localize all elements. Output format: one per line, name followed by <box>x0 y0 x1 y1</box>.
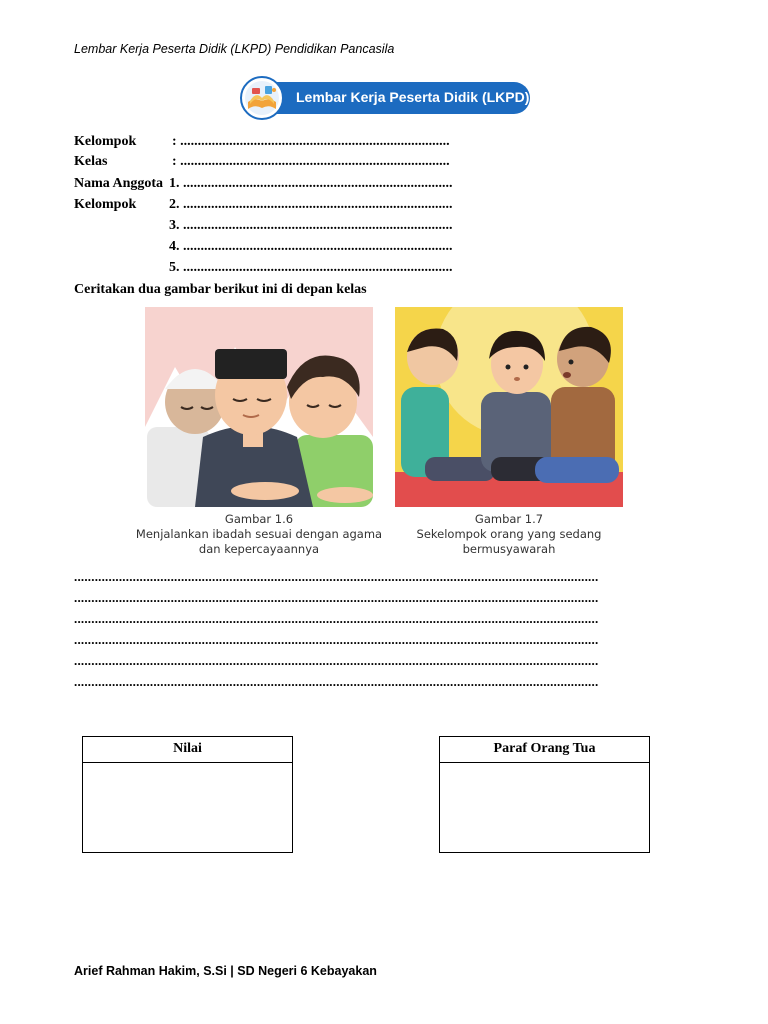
answer-line[interactable]: ........................................................................................................................................................ <box>74 590 599 605</box>
nilai-box <box>82 736 293 853</box>
member-4-field[interactable]: 4. ............................................................................. <box>169 239 453 254</box>
nilai-field[interactable] <box>83 763 292 852</box>
kelompok-field[interactable]: : ............................................................................. <box>172 134 450 149</box>
figure-1-title: Gambar 1.6 <box>224 512 294 526</box>
answer-line[interactable]: ........................................................................................................................................................ <box>74 653 599 668</box>
kelompok-label-2: Kelompok <box>74 197 137 212</box>
lkpd-banner <box>238 80 530 116</box>
kelas-label: Kelas <box>74 154 108 169</box>
paraf-field[interactable] <box>440 763 649 852</box>
answer-line[interactable]: ........................................................................................................................................................ <box>74 632 599 647</box>
figure-2-caption <box>384 512 634 557</box>
kelas-field[interactable]: : ............................................................................. <box>172 154 450 169</box>
figure-1-caption <box>134 512 384 557</box>
member-5-field[interactable]: 5. ............................................................................. <box>169 260 453 275</box>
figure-2-description: Sekelompok orang yang sedang bermusyawarah <box>416 527 602 556</box>
banner-title: Lembar Kerja Peserta Didik (LKPD) <box>296 89 530 105</box>
figure-2-title: Gambar 1.7 <box>474 512 544 526</box>
member-1-field[interactable]: 1. ............................................................................. <box>169 176 453 191</box>
document-header: Lembar Kerja Peserta Didik (LKPD) Pendidikan Pancasila <box>74 42 395 56</box>
answer-line[interactable]: ........................................................................................................................................................ <box>74 611 599 626</box>
member-2-field[interactable]: 2. ............................................................................. <box>169 197 453 212</box>
member-3-field[interactable]: 3. ............................................................................. <box>169 218 453 233</box>
answer-line[interactable]: ........................................................................................................................................................ <box>74 674 599 689</box>
document-footer: Arief Rahman Hakim, S.Si | SD Negeri 6 Kebayakan <box>74 964 377 978</box>
figure-1-description: Menjalankan ibadah sesuai dengan agama dan kepercayaannya <box>135 527 383 556</box>
answer-line[interactable]: ........................................................................................................................................................ <box>74 569 599 584</box>
praying-boys-illustration <box>145 307 373 507</box>
nama-anggota-label: Nama Anggota <box>74 176 164 191</box>
instruction-text: Ceritakan dua gambar berikut ini di depan kelas <box>74 282 367 297</box>
paraf-label: Paraf Orang Tua <box>440 737 649 763</box>
nilai-label: Nilai <box>83 737 292 763</box>
paraf-box <box>439 736 650 853</box>
answer-area <box>74 566 640 692</box>
book-logo-icon <box>238 76 290 120</box>
kelompok-label: Kelompok <box>74 134 137 149</box>
musyawarah-illustration <box>395 307 623 507</box>
